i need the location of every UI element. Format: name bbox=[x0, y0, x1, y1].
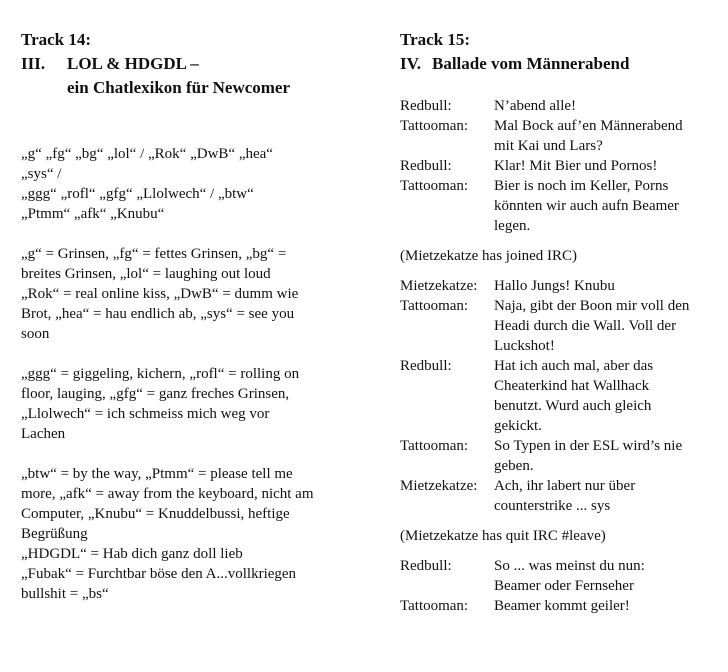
speaker-name: Tattooman: bbox=[400, 118, 469, 134]
utterance-line: Hallo Jungs! Knubu bbox=[494, 278, 615, 294]
dialogue-entry bbox=[400, 296, 722, 356]
dialogue-block-2 bbox=[400, 276, 722, 516]
utterance-line: Bier is noch im Keller, Porns bbox=[494, 178, 669, 194]
left-column bbox=[21, 28, 361, 604]
definition-line: Brot, „hea“ = hau endlich ab, „sys“ = see you bbox=[21, 306, 295, 322]
utterance-line: So ... was meinst du nun: bbox=[494, 558, 645, 574]
speaker-name: Redbull: bbox=[400, 558, 452, 574]
dialogue-entry bbox=[400, 356, 722, 436]
utterance-line: Headi durch die Wall. Voll der bbox=[494, 318, 677, 334]
utterance-line: Klar! Mit Bier und Pornos! bbox=[494, 158, 658, 174]
utterance-line: Mal Bock auf’en Männerabend bbox=[494, 118, 683, 134]
definition-line: „Fubak“ = Furchtbar böse den A...vollkriegen bbox=[21, 566, 297, 582]
speaker-name: Tattooman: bbox=[400, 298, 469, 314]
utterance-line: Luckshot! bbox=[494, 338, 555, 354]
dialogue-entry bbox=[400, 556, 722, 596]
utterance-line: geben. bbox=[494, 458, 534, 474]
utterance bbox=[494, 156, 722, 176]
utterance bbox=[494, 116, 722, 156]
utterance-line: Ach, ihr labert nur über bbox=[494, 478, 636, 494]
definition-line: Computer, „Knubu“ = Knuddelbussi, heftige bbox=[21, 506, 290, 522]
definitions-paragraph-2 bbox=[21, 364, 361, 444]
utterance bbox=[494, 296, 722, 356]
utterance-line: könnten wir auch aufn Beamer bbox=[494, 198, 679, 214]
utterance-line: Beamer oder Fernseher bbox=[494, 578, 634, 594]
utterance-line: counterstrike ... sys bbox=[494, 498, 611, 514]
section-iv-heading bbox=[400, 52, 722, 76]
speaker-name: Mietzekatze: bbox=[400, 478, 478, 494]
speaker-name: Mietzekatze: bbox=[400, 278, 478, 294]
utterance-line: mit Kai und Lars? bbox=[494, 138, 603, 154]
utterance-line: gekickt. bbox=[494, 418, 542, 434]
definition-line: „g“ = Grinsen, „fg“ = fettes Grinsen, „bg“ = bbox=[21, 246, 287, 262]
utterance bbox=[494, 176, 722, 236]
utterance bbox=[494, 436, 722, 476]
definition-line: bullshit = „bs“ bbox=[21, 586, 109, 602]
speaker-name: Redbull: bbox=[400, 98, 452, 114]
abbrev-line: „Ptmm“ „afk“ „Knubu“ bbox=[21, 206, 165, 222]
section-number: III. bbox=[21, 54, 46, 73]
section-title-line1: LOL & HDGDL – bbox=[67, 54, 199, 73]
definition-line: „Rok“ = real online kiss, „DwB“ = dumm wie bbox=[21, 286, 299, 302]
utterance-line: So Typen in der ESL wird’s nie bbox=[494, 438, 683, 454]
dialogue-entry bbox=[400, 476, 722, 516]
dialogue-entry bbox=[400, 156, 722, 176]
section-number: IV. bbox=[400, 54, 421, 73]
speaker-name: Tattooman: bbox=[400, 598, 469, 614]
dialogue-entry bbox=[400, 116, 722, 156]
abbrev-line: „ggg“ „rofl“ „gfg“ „Llolwech“ / „btw“ bbox=[21, 186, 254, 202]
definition-line: soon bbox=[21, 326, 50, 342]
speaker-name: Redbull: bbox=[400, 358, 452, 374]
speaker-name: Tattooman: bbox=[400, 178, 469, 194]
utterance bbox=[494, 356, 722, 436]
utterance-line: Cheaterkind hat Wallhack bbox=[494, 378, 650, 394]
dialogue-entry bbox=[400, 276, 722, 296]
dialogue-entry bbox=[400, 176, 722, 236]
dialogue-block-3 bbox=[400, 556, 722, 616]
utterance bbox=[494, 596, 722, 616]
stage-direction-quit: (Mietzekatze has quit IRC #leave) bbox=[400, 528, 606, 544]
definition-line: Lachen bbox=[21, 426, 66, 442]
section-iii-heading bbox=[21, 52, 361, 76]
utterance-line: N’abend alle! bbox=[494, 98, 577, 114]
track-15-label: Track 15: bbox=[400, 30, 471, 49]
track-14-label: Track 14: bbox=[21, 30, 92, 49]
utterance bbox=[494, 476, 722, 516]
definitions-paragraph-1 bbox=[21, 244, 361, 344]
utterance bbox=[494, 276, 722, 296]
definition-line: breites Grinsen, „lol“ = laughing out loud bbox=[21, 266, 271, 282]
speaker-name: Redbull: bbox=[400, 158, 452, 174]
section-title: Ballade vom Männerabend bbox=[432, 54, 630, 73]
definition-line: more, „afk“ = away from the keyboard, nicht am bbox=[21, 486, 314, 502]
section-title-line2: ein Chatlexikon für Newcomer bbox=[67, 78, 291, 97]
utterance-line: Beamer kommt geiler! bbox=[494, 598, 630, 614]
dialogue-entry bbox=[400, 436, 722, 476]
abbreviation-list bbox=[21, 144, 361, 224]
utterance-line: benutzt. Wurd auch gleich bbox=[494, 398, 652, 414]
utterance bbox=[494, 96, 722, 116]
right-column bbox=[400, 28, 722, 616]
utterance-line: legen. bbox=[494, 218, 531, 234]
abbrev-line: „g“ „fg“ „bg“ „lol“ / „Rok“ „DwB“ „hea“ bbox=[21, 146, 273, 162]
definition-line: „Llolwech“ = ich schmeiss mich weg vor bbox=[21, 406, 270, 422]
dialogue-block-1 bbox=[400, 96, 722, 236]
definition-line: „ggg“ = giggeling, kichern, „rofl“ = rolling on bbox=[21, 366, 300, 382]
definitions-paragraph-3 bbox=[21, 464, 361, 604]
definition-line: floor, lauging, „gfg“ = ganz freches Grinsen, bbox=[21, 386, 290, 402]
definition-line: Begrüßung bbox=[21, 526, 88, 542]
speaker-name: Tattooman: bbox=[400, 438, 469, 454]
utterance bbox=[494, 556, 722, 596]
stage-direction-join: (Mietzekatze has joined IRC) bbox=[400, 248, 578, 264]
abbrev-line: „sys“ / bbox=[21, 166, 62, 182]
definition-line: „btw“ = by the way, „Ptmm“ = please tell me bbox=[21, 466, 293, 482]
utterance-line: Naja, gibt der Boon mir voll den bbox=[494, 298, 690, 314]
dialogue-entry bbox=[400, 596, 722, 616]
utterance-line: Hat ich auch mal, aber das bbox=[494, 358, 654, 374]
dialogue-entry bbox=[400, 96, 722, 116]
definition-line: „HDGDL“ = Hab dich ganz doll lieb bbox=[21, 546, 243, 562]
